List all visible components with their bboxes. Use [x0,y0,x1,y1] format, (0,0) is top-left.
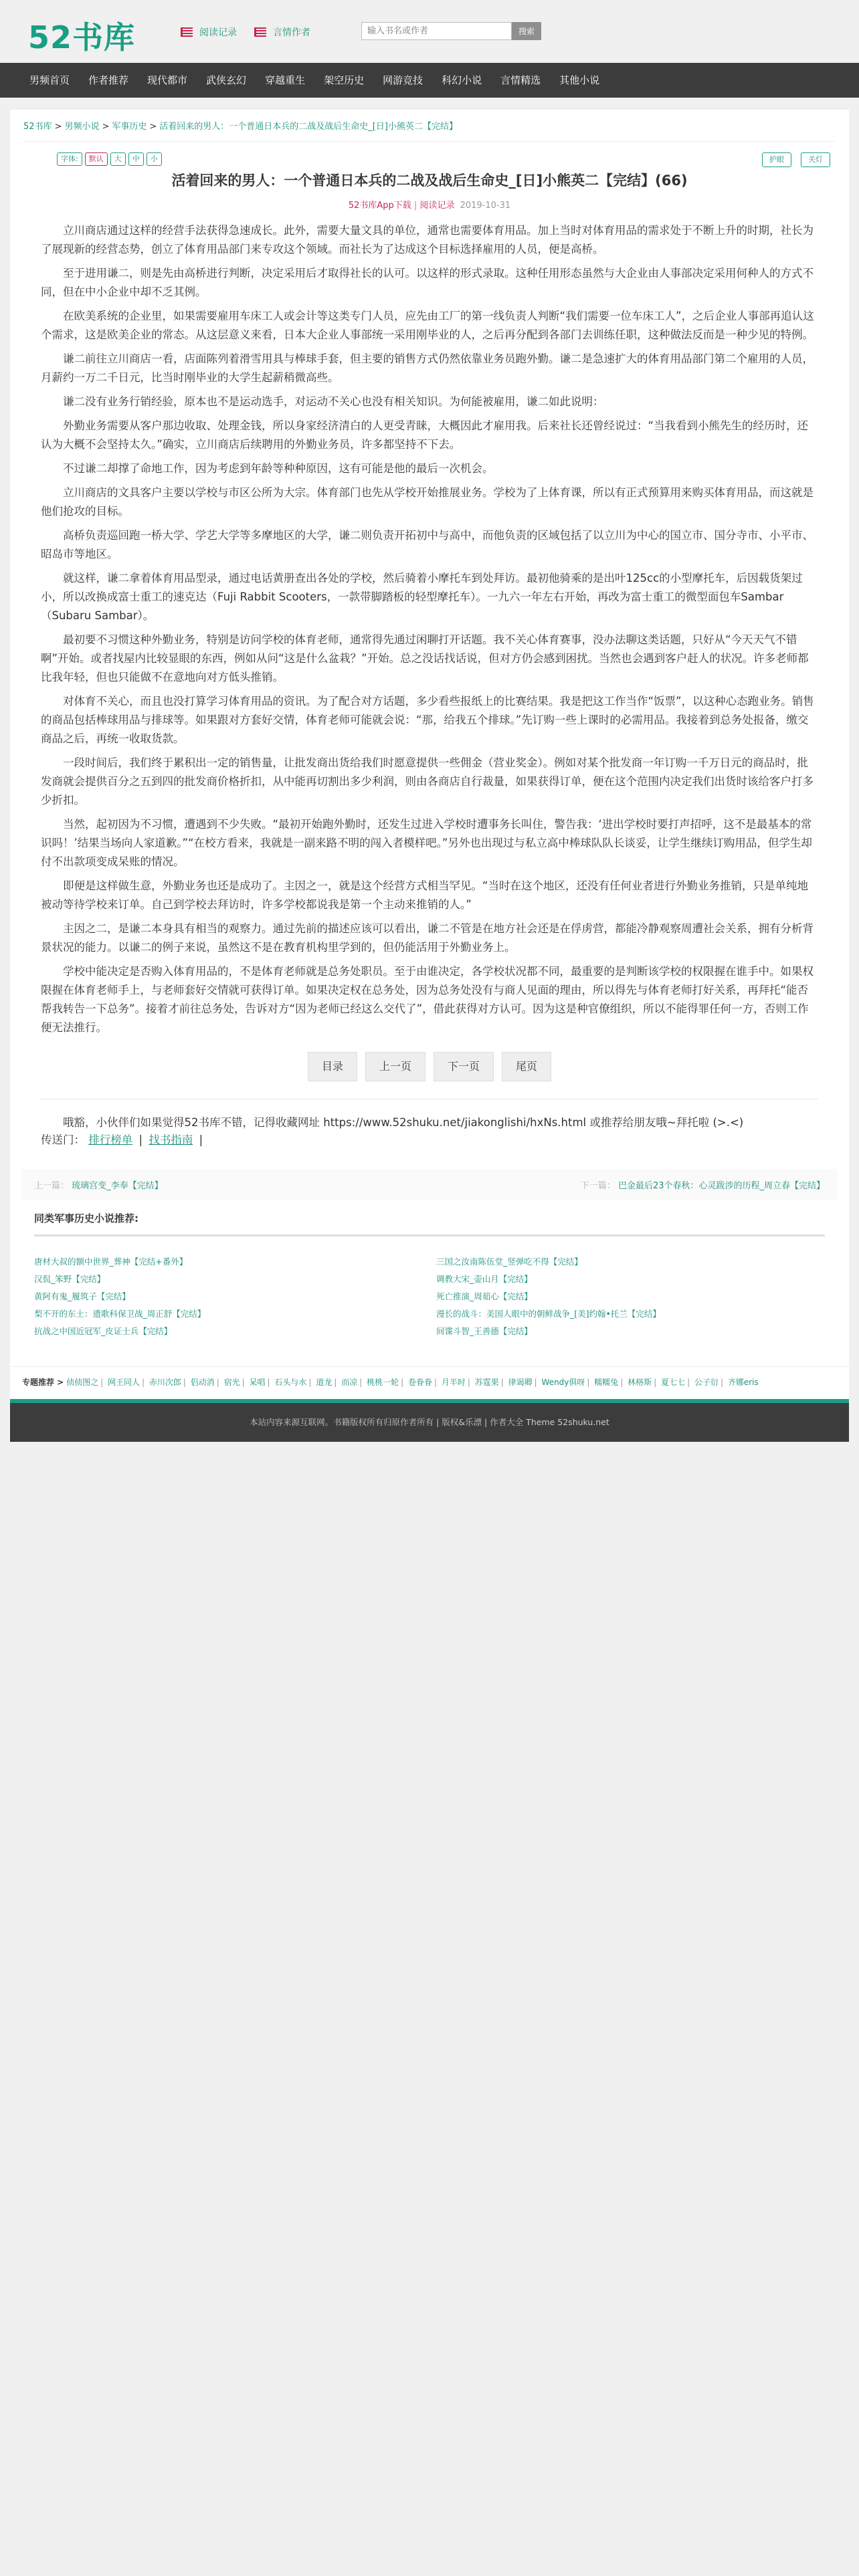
font-small-button[interactable]: 小 [147,152,162,166]
paragraph: 高桥负责巡回跑一桥大学、学艺大学等多摩地区的大学，谦二则负责开拓初中与高中，而他负责的区域包括了以立川为中心的国立市、国分寺市、小平市、昭岛市等地区。 [41,529,814,560]
main-nav [0,63,859,98]
favorite-authors-label: 言情作者 [273,27,310,38]
paragraph: 即便是这样做生意，外勤业务也还是成功了。主因之一，就是这个经营方式相当罕见。“当时在这个地区，还没有任何业者进行外勤业务推销，只是单纯地被动等待学校来订单。自己到学校去拜访时，许多学校都说我是第一个主动来推销的人。” [41,879,809,911]
topic-link[interactable]: 律谒卿 [508,1378,533,1387]
search-input[interactable] [361,22,512,40]
authors-icon [254,27,266,37]
nav-item[interactable]: 架空历史 [324,74,365,86]
nav-item[interactable]: 男频首页 [29,74,70,86]
topic-link[interactable]: 齐娜eris [727,1378,759,1387]
pager [10,1052,849,1081]
recommend-item[interactable]: 三国之汝南陈伍堂_竖弹吃不得【完结】 [436,1257,583,1267]
nav-item[interactable]: 武侠玄幻 [206,74,247,86]
paragraph: 谦二没有业务行销经验，原本也不是运动选手，对运动不关心也没有相关知识。为何能被雇用，谦二如此说明： [63,395,604,408]
article-meta [23,198,836,211]
bookmark-tip [41,1099,818,1169]
history-link[interactable]: 阅读记录 [419,201,455,211]
recommend-item[interactable]: 抗战之中国近冠军_皮证士兵【完结】 [34,1326,173,1336]
article-header [23,141,836,221]
topic-link[interactable]: 林格斯 [628,1378,652,1387]
topic-link[interactable]: 月半时 [441,1378,466,1387]
breadcrumb-item[interactable]: 52书库 [23,122,52,132]
nav-item[interactable]: 作者推荐 [88,74,129,86]
font-large-button[interactable]: 大 [110,152,126,166]
recommend-item[interactable]: 梨不开的东土：遗歌科保卫战_周正舒【完结】 [34,1309,206,1319]
site-logo[interactable]: 52书库 [28,19,136,56]
skin-controls [762,152,830,167]
prev-label: 上一篇： [34,1181,70,1191]
nav-item[interactable]: 言情精选 [500,74,541,86]
favorite-authors-link[interactable] [254,25,310,39]
publish-date: 2019-10-31 [460,201,511,211]
topic-label: 专题推荐 > [22,1378,64,1387]
recommend-item[interactable]: 黄阿有鬼_履筑子【完结】 [34,1291,130,1301]
topic-link[interactable]: 而凉 [341,1378,358,1387]
paragraph: 当然，起初因为不习惯，遭遇到不少失败。“最初开始跑外勤时，还发生过进入学校时遭事务长叫住，警告我：‘进出学校时要打声招呼，这不是最基本的常识吗！’结果当场向人家道歉。”“在校方看来，我就是一副来路不明的闯入者模样吧。”另外也出现过与私立高中棒球队队长谈妥，让学生继续订购用品，但学生却付不出款项变成呆账的情况。 [41,818,812,868]
history-icon [181,27,193,37]
topic-link[interactable]: 侦侦图之 [66,1378,99,1387]
portal-separator: | [138,1134,143,1146]
recommend-item[interactable]: 唐材大叔的额中世界_葬神【完结+番外】 [34,1257,188,1267]
paragraph: 主因之二，是谦二本身具有相当的观察力。通过先前的描述应该可以看出，谦二不管是在地方社会还是在俘虏营，都能冷静观察周遭社会关系，拥有分析背景状况的能力。以谦二的例子来说，虽然这不是在教育机构里学到的，但仍能活用于外勤业务上。 [41,922,814,954]
next-page-button[interactable]: 下一页 [434,1052,494,1081]
topic-link[interactable]: 网王同人 [107,1378,140,1387]
recommendations-title: 同类军事历史小说推荐: [34,1211,825,1237]
paragraph: 就这样，谦二拿着体育用品型录，通过电话黄册查出各处的学校，然后骑着小摩托车到处拜访。最初他骑乘的是出叶125cc的小型摩托车，后因载货架过小，所以改换成富士重工的速克达（Fuji Rabbit Scooters，一款带脚踏板的轻型摩托车）。一九六一年左右开始，再改为富士重工的微型面包车Sambar（Subaru Sambar）。 [41,572,803,622]
paragraph: 学校中能决定是否购入体育用品的，不是体育老师就是总务处职员。至于由谁决定，各学校状况都不同，最重要的是判断该学校的权限握在谁手中。如果权限握在体育老师手上，与老师套好交情就可获得订单。如果决定权在总务处，因为总务处没有与商人见面的理由，所以得先与体育老师打好关系，再拜托“能否帮我转告一下总务”。接着才前往总务处，告诉对方“因为老师已经这么交代了”，借此获得对方认可。因为这是种官僚组织，所以不能得罪任何一方，否则工作便无法推行。 [41,965,814,1034]
paragraph: 一段时间后，我们终于累积出一定的销售量，让批发商出货给我们时愿意提供一些佣金（营业奖金）。例如对某个批发商一年订购一千万日元的商品时，批发商就会提供百分之五到四的批发商价格折扣，从中能再切割出多少利润，则由各商店自行裁量，如果获得订单，便在这个范围内决定我们出货时该给客户打多少折扣。 [41,756,814,807]
prev-next-articles [22,1169,837,1200]
main-container [10,110,849,1399]
portal-links [41,1132,818,1149]
nav-item[interactable]: 现代都市 [147,74,188,86]
recommendations [22,1200,837,1366]
topic-link[interactable]: 夏七七 [661,1378,686,1387]
book-guide-link[interactable]: 找书指南 [149,1134,193,1146]
app-download-link[interactable]: 52书库App下载 [348,201,411,211]
next-label: 下一篇： [580,1181,615,1191]
nav-item[interactable]: 科幻小说 [442,74,482,86]
topic-link[interactable]: 赤川次郎 [149,1378,181,1387]
topic-link[interactable]: 石头与水 [274,1378,307,1387]
breadcrumb-item[interactable]: 男频小说 [64,122,100,132]
recommend-item[interactable]: 间谍斗智_王善德【完结】 [436,1326,533,1336]
bookmark-tip-text: 哦豁，小伙伴们如果觉得52书库不错，记得收藏网址 https://www.52shuku.net/jiakonglishi/hxNs.html 或推荐给朋友哦~拜托啦 (>.<) [63,1116,744,1129]
nav-item[interactable]: 其他小说 [559,74,600,86]
next-article [581,1178,825,1191]
paragraph: 对体育不关心，而且也没打算学习体育用品的资讯。为了配合对方话题，多少看些报纸上的比赛结果。我是把这工作当作“饭票”，以这种心态跑业务。销售的商品包括棒球用品与排球等。如果跟对方套好交情，体育老师可能就会说：“那，给我五个排球。”先订购一些上课时的必需用品。我接着到总务处报备，缴交商品之后，再统一收取货款。 [41,695,814,745]
search-button[interactable]: 搜索 [512,22,541,40]
paragraph: 谦二前往立川商店一看，店面陈列着滑雪用具与棒球手套，但主要的销售方式仍然依靠业务员跑外勤。谦二是急速扩大的体育用品部门第二个雇用的人员，月薪约一万二千日元，比当时刚毕业的大学生起薪稍微高些。 [41,352,814,384]
portal-label: 传送门： [41,1134,85,1146]
nav-item[interactable]: 网游竞技 [383,74,423,86]
paragraph: 在欧美系统的企业里，如果需要雇用车床工人或会计等这类专门人员，应先由工厂的第一线负责人判断“我们需要一位车床工人”，之后企业人事部再追认这个需求，这是欧美企业的常态。从这层意义来看，日本大企业人事部统一采用刚毕业的人，之后再分配到各部门去训练任职，这种做法反而是一种少见的特例。 [41,310,814,341]
lights-off-button[interactable]: 关灯 [801,152,830,167]
paragraph: 立川商店的文具客户主要以学校与市区公所为大宗。体育部门也先从学校开始推展业务。学校为了上体育课，所以有正式预算用来购买体育用品，而这就是他们抢攻的目标。 [41,486,814,518]
topic-link[interactable]: 公子衍 [694,1378,719,1387]
paragraph: 不过谦二却撑了命地工作，因为考虑到年龄等种种原因，这有可能是他的最后一次机会。 [63,462,494,475]
font-default-button[interactable]: 默认 [85,152,108,166]
meta-separator: | [413,201,420,211]
article-content [10,221,849,1037]
topic-link[interactable]: 糯糯兔 [594,1378,619,1387]
topic-link[interactable]: 呆唱 [249,1378,266,1387]
page-title: 活着回来的男人：一个普通日本兵的二战及战后生命史_[日]小熊英二【完结】(66) [171,173,688,189]
prev-article [34,1178,163,1191]
topic-link[interactable]: 道龙 [316,1378,332,1387]
paragraph: 至于进用谦二，则是先由高桥进行判断，决定采用后才取得社长的认可。以这样的形式录取。这种任用形态虽然与大企业由人事部决定采用何种人的方式不同，但在中小企业中却不乏其例。 [41,267,814,298]
topic-link[interactable]: Wendy俱呀 [541,1378,585,1387]
topic-link[interactable]: 侣动消 [190,1378,215,1387]
recommendations-list [34,1237,825,1353]
search-box [361,22,541,40]
recommend-item[interactable]: 调教大宋_壶山月【完结】 [436,1274,533,1284]
breadcrumb-item[interactable]: 活着回来的男人：一个普通日本兵的二战及战后生命史_[日]小熊英二【完结】 [159,122,458,132]
eye-care-button[interactable]: 护眼 [762,152,791,167]
site-footer: 本站内容来源互联网。书籍版权所有归原作者所有 | 版权&乐漂 | 作者大全 Theme 52shuku.net [10,1399,849,1442]
toc-button[interactable]: 目录 [308,1052,357,1081]
topic-link[interactable]: 桃桃一轮 [367,1378,399,1387]
paragraph: 最初要不习惯这种外勤业务，特别是访问学校的体育老师，通常得先通过闲聊打开话题。我不关心体育赛事，没办法聊这类话题，只好从“今天天气不错啊”开始。或者找屋内比较显眼的东西，例如从问“这是什么盆栽？”开始。总之没话找话说，但对方仍会感到困扰。当然也会遇到客户赶人的状况。许多老师都比我年轻，但也只能做不在意地向对方低头推销。 [41,633,809,683]
paragraph: 立川商店通过这样的经营手法获得急速成长。此外，需要大量文具的单位，通常也需要体育用品。加上当时对体育用品的需求处于不断上升的时期，社长为了展现新的经营态势，创立了体育用品部门来专攻这个领域。而社长为了达成这个目标选择雇用的人员，便是高桥。 [41,224,814,255]
paragraph: 外勤业务需要从客户那边收取、处理金钱，所以身家经济清白的人更受青睐，大概因此才雇用我。后来社长还曾经说过：“当我看到小熊先生的经历时，还认为大概不会坚持太久。”确实，立川商店后续聘用的外勤业务员，许多都坚持不下去。 [41,419,809,451]
read-history-label: 阅读记录 [199,27,237,38]
breadcrumb-item[interactable]: 军事历史 [112,122,147,132]
topic-recommendations: 专题推荐 > 侦侦图之 | 网王同人 | 赤川次郎 | 侣动消 | 宿光 | 呆唱 | 石头与水 | 道龙 | 而凉 | 桃桃一轮 | 卷眷眷 | 月半时 | 苏霆果 | 律谒卿 | Wendy俱呀 | 糯糯兔 | 林格斯 | 夏七七 | 公子衍 | 齐娜eris [10,1366,849,1399]
recommend-item[interactable]: 汉侃_笨野【完结】 [34,1274,106,1284]
prev-article-link[interactable]: 琉璃宫变_李奉【完结】 [72,1181,163,1191]
ranking-link[interactable]: 排行榜单 [88,1134,133,1146]
topic-link[interactable]: 卷眷眷 [407,1378,432,1387]
prev-page-button[interactable]: 上一页 [365,1052,425,1081]
recommend-item[interactable]: 死亡推演_周茹心【完结】 [436,1291,533,1301]
breadcrumb: 52书库 > 男频小说 > 军事历史 > 活着回来的男人：一个普通日本兵的二战及战后生命史_[日]小熊英二【完结】 [23,122,458,132]
topic-link[interactable]: 宿光 [223,1378,240,1387]
nav-item[interactable]: 穿越重生 [265,74,306,86]
font-size-label: 字体: [57,152,82,166]
last-page-button[interactable]: 尾页 [502,1052,551,1081]
font-medium-button[interactable]: 中 [128,152,144,166]
portal-separator: | [199,1134,203,1146]
read-history-link[interactable] [181,25,237,39]
recommend-item[interactable]: 漫长的战斗：美国人眼中的朝鲜战争_[美]约翰•托兰【完结】 [436,1309,661,1319]
site-header [0,0,859,63]
next-article-link[interactable]: 巴金最后23个春秋：心灵跋涉的历程_周立春【完结】 [617,1181,825,1191]
topic-link[interactable]: 苏霆果 [474,1378,499,1387]
font-size-controls [57,152,165,166]
